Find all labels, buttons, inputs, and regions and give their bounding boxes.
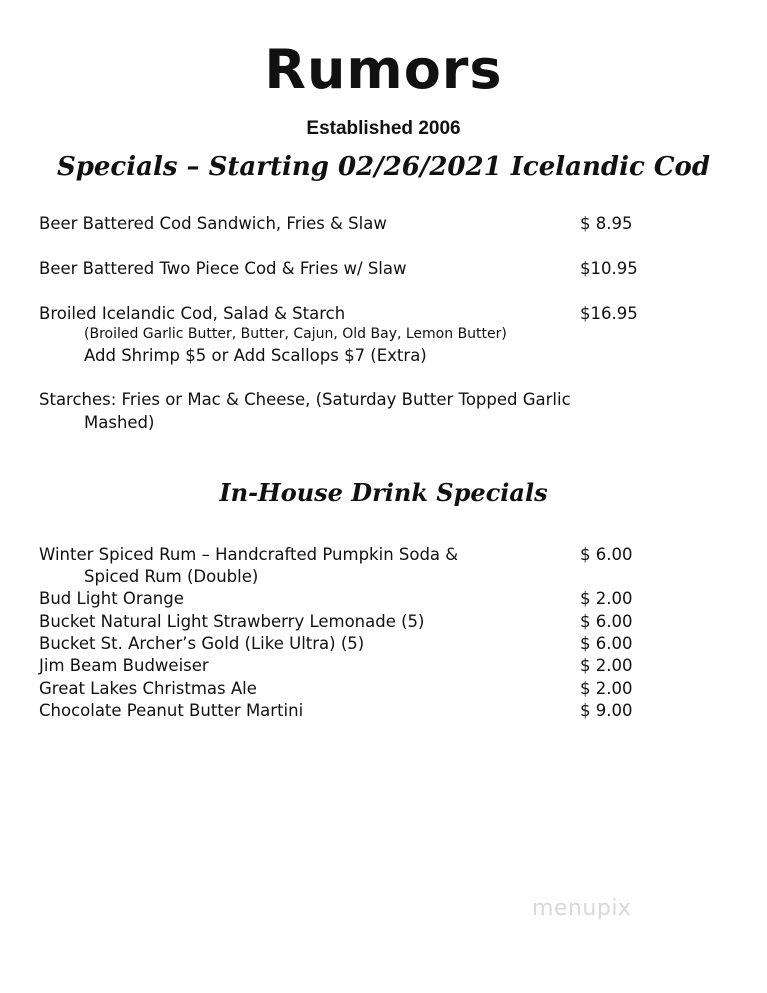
item-name: Bucket St. Archer’s Gold (Like Ultra) (5) xyxy=(39,634,365,653)
specials-heading: Specials – Starting 02/26/2021 Icelandic Cod xyxy=(56,152,711,182)
starches-continuation: Mashed) xyxy=(84,413,155,432)
item-price: $ 2.00 xyxy=(580,679,633,698)
item-name: Great Lakes Christmas Ale xyxy=(39,679,257,698)
special-item-3-note: (Broiled Garlic Butter, Butter, Cajun, Old Bay, Lemon Butter) xyxy=(84,326,507,342)
restaurant-title: Rumors xyxy=(264,38,503,101)
item-name: Bud Light Orange xyxy=(39,589,184,608)
drinks-heading: In-House Drink Specials xyxy=(219,478,548,507)
item-price: $10.95 xyxy=(580,259,638,278)
item-price: $ 6.00 xyxy=(580,612,633,631)
menupix-watermark: menupix xyxy=(532,896,632,921)
special-item-3-addon: Add Shrimp $5 or Add Scallops $7 (Extra) xyxy=(84,346,427,365)
drink-item-1-continuation: Spiced Rum (Double) xyxy=(84,567,259,586)
item-price: $ 6.00 xyxy=(580,634,633,653)
item-name: Beer Battered Two Piece Cod & Fries w/ Slaw xyxy=(39,259,407,278)
item-name: Broiled Icelandic Cod, Salad & Starch xyxy=(39,304,346,323)
starches-text: Starches: Fries or Mac & Cheese, (Saturday Butter Topped Garlic xyxy=(39,390,571,409)
item-price: $ 6.00 xyxy=(580,545,633,564)
established-line: Established 2006 xyxy=(306,118,461,139)
item-price: $ 9.00 xyxy=(580,701,633,720)
item-name: Winter Spiced Rum – Handcrafted Pumpkin Soda & xyxy=(39,545,459,564)
item-price: $16.95 xyxy=(580,304,638,323)
item-name: Jim Beam Budweiser xyxy=(39,656,209,675)
item-name: Beer Battered Cod Sandwich, Fries & Slaw xyxy=(39,214,387,233)
item-price: $ 2.00 xyxy=(580,589,633,608)
item-name: Bucket Natural Light Strawberry Lemonade (5) xyxy=(39,612,425,631)
item-name: Chocolate Peanut Butter Martini xyxy=(39,701,304,720)
item-price: $ 2.00 xyxy=(580,656,633,675)
item-price: $ 8.95 xyxy=(580,214,633,233)
